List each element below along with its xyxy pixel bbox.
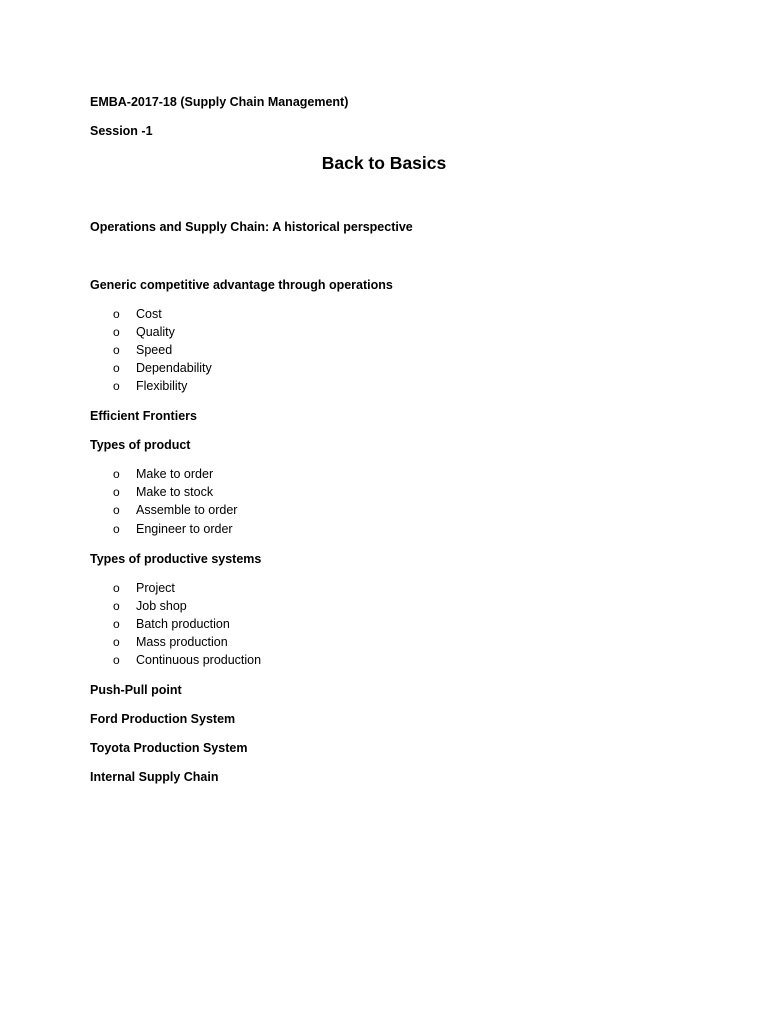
bullet-marker: o bbox=[113, 343, 120, 357]
bullet-marker: o bbox=[113, 361, 120, 375]
list-item-text: Make to stock bbox=[136, 485, 214, 499]
list-item-text: Quality bbox=[136, 325, 175, 339]
section-product-types: Types of product bbox=[90, 438, 191, 452]
section-productive-systems: Types of productive systems bbox=[90, 552, 262, 566]
section-push-pull: Push-Pull point bbox=[90, 683, 182, 697]
section-efficient: Efficient Frontiers bbox=[90, 409, 197, 423]
section-competitive: Generic competitive advantage through operations bbox=[90, 278, 393, 292]
bullet-marker: o bbox=[113, 522, 120, 536]
section-ops-history: Operations and Supply Chain: A historical perspective bbox=[90, 220, 413, 234]
bullet-marker: o bbox=[113, 653, 120, 667]
bullet-marker: o bbox=[113, 617, 120, 631]
course-line: EMBA-2017-18 (Supply Chain Management) bbox=[90, 95, 349, 109]
list-item-text: Batch production bbox=[136, 617, 230, 631]
bullet-marker: o bbox=[113, 467, 120, 481]
list-item-text: Continuous production bbox=[136, 653, 262, 667]
bullet-marker: o bbox=[113, 635, 120, 649]
bullet-marker: o bbox=[113, 485, 120, 499]
bullet-marker: o bbox=[113, 503, 120, 517]
bullet-marker: o bbox=[113, 379, 120, 393]
section-ford: Ford Production System bbox=[90, 712, 236, 726]
section-internal: Internal Supply Chain bbox=[90, 770, 219, 784]
list-item-text: Assemble to order bbox=[136, 503, 238, 517]
list-item-text: Mass production bbox=[136, 635, 228, 649]
bullet-marker: o bbox=[113, 581, 120, 595]
page-title: Back to Basics bbox=[321, 153, 447, 173]
list-item-text: Flexibility bbox=[136, 379, 188, 393]
bullet-marker: o bbox=[113, 325, 120, 339]
bullet-marker: o bbox=[113, 307, 120, 321]
list-item-text: Job shop bbox=[136, 599, 187, 613]
list-item-text: Speed bbox=[136, 343, 173, 357]
session-line: Session -1 bbox=[90, 124, 153, 138]
list-item-text: Engineer to order bbox=[136, 522, 233, 536]
list-item-text: Make to order bbox=[136, 467, 214, 481]
list-item-text: Dependability bbox=[136, 361, 212, 375]
bullet-marker: o bbox=[113, 599, 120, 613]
section-toyota: Toyota Production System bbox=[90, 741, 248, 755]
list-item-text: Cost bbox=[136, 307, 162, 321]
list-item-text: Project bbox=[136, 581, 175, 595]
